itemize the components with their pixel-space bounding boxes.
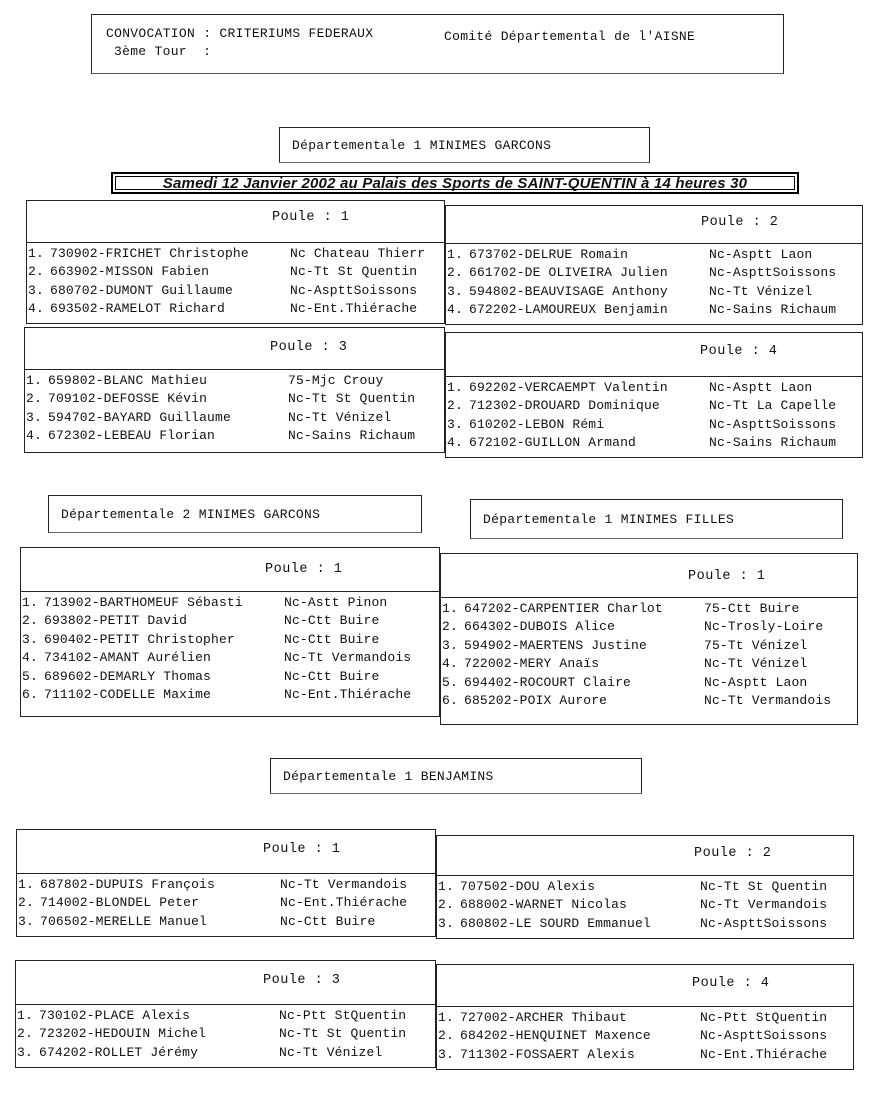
player-row: [446, 301, 862, 319]
player-licence: 673702-: [469, 247, 525, 262]
poule-header-box: [20, 547, 440, 591]
player-club: Nc-Tt Vermandois: [280, 877, 408, 892]
player-licence: 684202-: [460, 1028, 516, 1044]
player-rank: 1.: [26, 373, 42, 388]
player-name: ROLLET Jérémy: [94, 1044, 199, 1060]
player-licence: 661702-: [469, 265, 525, 281]
player-row: [27, 282, 444, 300]
player-licence: 722002-: [464, 656, 520, 672]
player-row: [16, 1044, 435, 1062]
player-licence: 689602-: [44, 668, 100, 684]
player-row: [441, 618, 857, 636]
player-row: [446, 379, 862, 397]
player-club: Nc-Tt Vermandois: [700, 897, 828, 913]
player-row: [25, 427, 444, 445]
player-rank: 3.: [447, 283, 463, 299]
player-licence: 712302-: [469, 398, 525, 414]
player-name: LE SOURD Emmanuel: [515, 915, 651, 931]
player-rank: 5.: [442, 674, 458, 690]
player-row: [17, 913, 435, 931]
player-rank: 2.: [438, 1028, 454, 1044]
section-label: [48, 495, 422, 533]
player-rank: 3.: [17, 1044, 33, 1060]
player-name: DROUARD Dominique: [524, 398, 660, 414]
player-rank: 2.: [26, 391, 42, 407]
player-name: ROCOURT Claire: [519, 674, 631, 690]
player-row: [441, 600, 857, 618]
player-licence: 707502-: [460, 879, 516, 894]
player-rank: 3.: [18, 913, 34, 929]
player-row: [17, 876, 435, 894]
player-row: [27, 300, 444, 318]
player-rank: 2.: [22, 613, 38, 629]
poule-header-box: [26, 200, 445, 242]
poule-title: Poule : 4: [700, 344, 778, 359]
player-rank: 3.: [22, 631, 38, 647]
player-name: HENQUINET Maxence: [515, 1028, 651, 1044]
player-list: [15, 1004, 436, 1068]
player-club: Nc-Tt Vénizel: [288, 409, 392, 425]
player-rank: 2.: [18, 895, 34, 911]
poule-title: Poule : 1: [263, 842, 341, 857]
player-club: Nc-Ctt Buire: [284, 631, 380, 647]
player-licence: 680802-: [460, 915, 516, 931]
player-club: Nc-Astt Pinon: [284, 595, 388, 610]
poule-header-box: [24, 327, 445, 369]
player-row: [446, 246, 862, 264]
player-licence: 610202-: [469, 416, 525, 432]
player-row: [27, 245, 444, 263]
poule-header-box: [16, 829, 436, 873]
poule-title: Poule : 1: [265, 562, 343, 577]
player-club: Nc-Ent.Thiérache: [700, 1046, 828, 1062]
player-rank: 6.: [22, 686, 38, 702]
player-row: [21, 631, 439, 649]
player-club: Nc-Asptt Laon: [709, 247, 813, 262]
player-row: [21, 686, 439, 704]
player-row: [441, 674, 857, 692]
player-licence: 672202-: [469, 302, 525, 318]
player-list: [436, 875, 854, 939]
player-rank: 4.: [447, 435, 463, 451]
player-rank: 4.: [447, 302, 463, 318]
player-row: [25, 409, 444, 427]
player-licence: 734102-: [44, 650, 100, 666]
player-rank: 2.: [447, 398, 463, 414]
player-row: [437, 896, 853, 914]
player-rank: 1.: [18, 877, 34, 892]
poule-title: Poule : 2: [694, 846, 772, 861]
player-licence: 659802-: [48, 373, 104, 388]
player-rank: 2.: [442, 619, 458, 635]
player-licence: 714002-: [40, 895, 96, 911]
player-club: Nc-Tt Vermandois: [704, 692, 832, 708]
player-row: [25, 372, 444, 390]
player-name: CODELLE Maxime: [99, 686, 211, 702]
player-club: Nc-Ent.Thiérache: [290, 301, 418, 317]
player-list: [436, 1006, 854, 1070]
player-club: Nc-Tt Vénizel: [704, 656, 808, 672]
player-name: MERY Anaïs: [519, 656, 600, 672]
player-name: LEBEAU Florian: [103, 428, 215, 444]
player-rank: 3.: [438, 1046, 454, 1062]
player-name: PETIT David: [99, 613, 188, 629]
player-licence: 672102-: [469, 435, 525, 451]
section-label-text: Départementale 1 MINIMES GARCONS: [292, 137, 552, 153]
section-label: [279, 127, 650, 163]
player-club: Nc-Tt Vénizel: [709, 283, 813, 299]
player-name: VERCAEMPT Valentin: [524, 380, 668, 395]
player-list: [445, 243, 863, 325]
player-licence: 672302-: [48, 428, 104, 444]
player-rank: 1.: [17, 1008, 33, 1023]
player-rank: 3.: [438, 915, 454, 931]
poule-title: Poule : 2: [701, 215, 779, 230]
player-name: FRICHET Christophe: [105, 246, 249, 261]
player-name: CARPENTIER Charlot: [519, 601, 663, 616]
date-banner: [111, 172, 799, 194]
player-row: [21, 594, 439, 612]
player-row: [437, 1027, 853, 1045]
player-licence: 730902-: [50, 246, 106, 261]
player-club: Nc-Asptt Laon: [709, 380, 813, 395]
player-club: Nc-Ptt StQuentin: [700, 1010, 828, 1025]
section-label-text: Départementale 1 BENJAMINS: [283, 768, 494, 784]
poule-title: Poule : 4: [692, 976, 770, 991]
player-name: MAERTENS Justine: [519, 637, 647, 653]
player-name: DUPUIS François: [95, 877, 215, 892]
player-row: [441, 637, 857, 655]
player-club: Nc-Ent.Thiérache: [280, 895, 408, 911]
player-club: Nc-Trosly-Loire: [704, 619, 824, 635]
player-row: [25, 390, 444, 408]
poule-title: Poule : 3: [270, 340, 348, 355]
player-list: [26, 242, 445, 324]
header-committee: Comité Départemental de l'AISNE: [444, 29, 696, 44]
player-licence: 647202-: [464, 601, 520, 616]
player-licence: 730102-: [39, 1008, 95, 1023]
player-club: 75-Ctt Buire: [704, 601, 800, 616]
player-row: [446, 264, 862, 282]
section-label-text: Départementale 1 MINIMES FILLES: [483, 511, 735, 527]
player-licence: 680702-: [50, 282, 106, 298]
poule-header-box: [440, 553, 858, 597]
player-licence: 594902-: [464, 637, 520, 653]
player-rank: 2.: [28, 264, 44, 280]
player-rank: 4.: [442, 656, 458, 672]
player-name: ARCHER Thibaut: [515, 1010, 627, 1025]
date-banner-text: Samedi 12 Janvier 2002 au Palais des Sports de SAINT-QUENTIN à 14 heures 30: [162, 174, 748, 192]
player-name: BEAUVISAGE Anthony: [524, 283, 668, 299]
player-name: MERELLE Manuel: [95, 913, 207, 929]
player-name: POIX Aurore: [519, 692, 608, 708]
player-row: [437, 1009, 853, 1027]
player-rank: 3.: [26, 409, 42, 425]
player-club: Nc-Ctt Buire: [284, 613, 380, 629]
player-name: BLANC Mathieu: [103, 373, 208, 388]
player-club: Nc-Sains Richaum: [709, 435, 837, 451]
player-licence: 693802-: [44, 613, 100, 629]
player-row: [446, 283, 862, 301]
player-rank: 1.: [22, 595, 38, 610]
poule-title: Poule : 1: [688, 569, 766, 584]
poule-title: Poule : 1: [272, 210, 350, 225]
section-label-text: Départementale 2 MINIMES GARCONS: [61, 506, 321, 522]
player-name: WARNET Nicolas: [515, 897, 627, 913]
player-club: 75-Mjc Crouy: [288, 373, 384, 388]
player-name: RAMELOT Richard: [105, 301, 225, 317]
player-club: Nc-AspttSoissons: [700, 1028, 828, 1044]
player-row: [21, 612, 439, 630]
player-name: DELRUE Romain: [524, 247, 629, 262]
player-licence: 709102-: [48, 391, 104, 407]
player-club: Nc-AspttSoissons: [290, 282, 418, 298]
player-rank: 6.: [442, 692, 458, 708]
player-row: [17, 894, 435, 912]
player-club: Nc Chateau Thierr: [290, 246, 426, 261]
player-list: [20, 591, 440, 717]
player-name: AMANT Aurélien: [99, 650, 211, 666]
player-list: [24, 369, 445, 453]
player-rank: 4.: [26, 428, 42, 444]
section-label: [470, 499, 843, 539]
poule-header-box: [445, 205, 863, 243]
player-club: Nc-Tt Vénizel: [279, 1044, 383, 1060]
player-name: DUBOIS Alice: [519, 619, 616, 635]
player-row: [437, 1046, 853, 1064]
player-licence: 688002-: [460, 897, 516, 913]
player-rank: 2.: [17, 1026, 33, 1042]
player-name: FOSSAERT Alexis: [515, 1046, 635, 1062]
player-club: Nc-Tt St Quentin: [279, 1026, 407, 1042]
player-licence: 594802-: [469, 283, 525, 299]
player-rank: 2.: [447, 265, 463, 281]
player-rank: 3.: [447, 416, 463, 432]
player-name: PETIT Christopher: [99, 631, 235, 647]
player-name: DOU Alexis: [515, 879, 596, 894]
player-row: [16, 1007, 435, 1025]
player-rank: 2.: [438, 897, 454, 913]
player-name: BARTHOMEUF Sébasti: [99, 595, 243, 610]
player-club: Nc-AspttSoissons: [709, 416, 837, 432]
player-licence: 723202-: [39, 1026, 95, 1042]
player-row: [441, 692, 857, 710]
player-name: GUILLON Armand: [524, 435, 636, 451]
section-label: [270, 758, 642, 794]
player-rank: 1.: [447, 247, 463, 262]
player-rank: 1.: [438, 1010, 454, 1025]
player-row: [21, 668, 439, 686]
player-licence: 694402-: [464, 674, 520, 690]
player-name: MISSON Fabien: [105, 264, 210, 280]
player-club: Nc-AspttSoissons: [700, 915, 828, 931]
player-licence: 711102-: [44, 686, 100, 702]
poule-title: Poule : 3: [263, 973, 341, 988]
player-row: [437, 915, 853, 933]
player-rank: 1.: [28, 246, 44, 261]
player-name: DEFOSSE Kévin: [103, 391, 208, 407]
player-name: BLONDEL Peter: [95, 895, 200, 911]
player-licence: 693502-: [50, 301, 106, 317]
player-licence: 687802-: [40, 877, 96, 892]
player-licence: 692202-: [469, 380, 525, 395]
player-row: [446, 434, 862, 452]
player-club: Nc-Ctt Buire: [284, 668, 380, 684]
player-rank: 4.: [28, 301, 44, 317]
player-licence: 711302-: [460, 1046, 516, 1062]
player-row: [441, 655, 857, 673]
player-name: LEBON Rémi: [524, 416, 605, 432]
player-row: [27, 263, 444, 281]
player-rank: 3.: [442, 637, 458, 653]
player-name: DUMONT Guillaume: [105, 282, 233, 298]
player-licence: 663902-: [50, 264, 106, 280]
player-licence: 674202-: [39, 1044, 95, 1060]
player-licence: 727002-: [460, 1010, 516, 1025]
player-name: DE OLIVEIRA Julien: [524, 265, 668, 281]
player-rank: 5.: [22, 668, 38, 684]
player-rank: 4.: [22, 650, 38, 666]
poule-header-box: [436, 835, 854, 875]
header-round: 3ème Tour :: [114, 44, 212, 59]
player-licence: 594702-: [48, 409, 104, 425]
player-licence: 713902-: [44, 595, 100, 610]
player-name: PLACE Alexis: [94, 1008, 191, 1023]
player-club: 75-Tt Vénizel: [704, 637, 808, 653]
player-rank: 1.: [438, 879, 454, 894]
player-rank: 3.: [28, 282, 44, 298]
player-club: Nc-Ptt StQuentin: [279, 1008, 407, 1023]
player-licence: 690402-: [44, 631, 100, 647]
player-list: [440, 597, 858, 725]
player-club: Nc-Tt St Quentin: [288, 391, 416, 407]
player-name: DEMARLY Thomas: [99, 668, 211, 684]
player-licence: 685202-: [464, 692, 520, 708]
player-name: HEDOUIN Michel: [94, 1026, 206, 1042]
player-row: [446, 397, 862, 415]
player-club: Nc-Tt St Quentin: [290, 264, 418, 280]
player-club: Nc-Sains Richaum: [709, 302, 837, 318]
player-licence: 664302-: [464, 619, 520, 635]
player-club: Nc-Tt St Quentin: [700, 879, 828, 894]
player-row: [446, 416, 862, 434]
player-rank: 1.: [442, 601, 458, 616]
player-club: Nc-Asptt Laon: [704, 674, 808, 690]
poule-header-box: [15, 960, 436, 1004]
player-name: BAYARD Guillaume: [103, 409, 231, 425]
player-rank: 1.: [447, 380, 463, 395]
player-club: Nc-Tt Vermandois: [284, 650, 412, 666]
header-title: CONVOCATION : CRITERIUMS FEDERAUX: [106, 26, 374, 41]
player-row: [21, 649, 439, 667]
player-row: [437, 878, 853, 896]
poule-header-box: [436, 964, 854, 1006]
poule-header-box: [445, 332, 863, 376]
player-list: [445, 376, 863, 458]
player-name: LAMOUREUX Benjamin: [524, 302, 668, 318]
player-club: Nc-Tt La Capelle: [709, 398, 837, 414]
player-club: Nc-Sains Richaum: [288, 428, 416, 444]
player-row: [16, 1025, 435, 1043]
player-licence: 706502-: [40, 913, 96, 929]
player-club: Nc-Ctt Buire: [280, 913, 376, 929]
player-club: Nc-Ent.Thiérache: [284, 686, 412, 702]
player-list: [16, 873, 436, 937]
player-club: Nc-AspttSoissons: [709, 265, 837, 281]
